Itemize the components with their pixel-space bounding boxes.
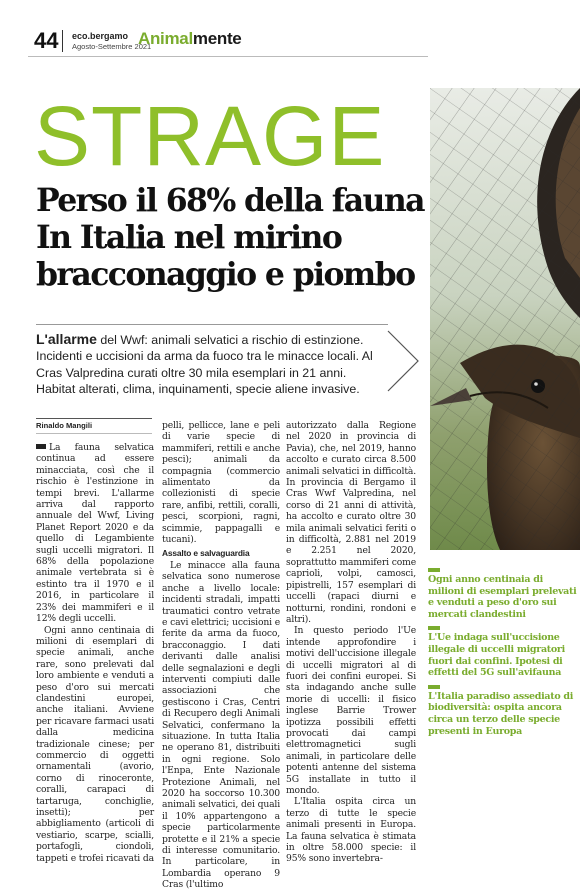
subheading: Assalto e salvaguardia [162,548,250,559]
paragraph [36,442,154,625]
byline: Rinaldo Mangili [36,418,152,434]
highlight-marker-icon [428,568,440,572]
issue-date: Agosto-Settembre 2021 [72,42,152,51]
sidebar-highlights [428,568,578,743]
highlight-marker-icon [428,626,440,630]
article-column-2 [162,420,280,891]
section-title-part2: mente [192,29,242,48]
bird-in-net-illustration [430,88,580,550]
headline-line-2: In Italia nel mirino [36,219,342,256]
publication-name: eco.bergamo [72,31,129,41]
paragraph: In questo periodo l'Ue intende approfondire i motivi dell'uccisione illegale di uccelli migratori al di fuori dei confini europei. Si sta indagando anche sulle morie di uccelli: il fisico inglese Barrie Trower ipotizza possibili effetti provocati dai campi elettromagnetici sugli animali, in particolare delle potenti antenne del sistema 5G installate in tutto il mondo. [286,625,416,796]
article-column-3 [286,420,416,865]
paragraph: L'Italia ospita circa un terzo di tutte le specie animali presenti in Europa. La fauna selvatica è stimata in oltre 58.000 specie: il 95% sono invertebra- [286,796,416,865]
sidebar-item-text: L'Ue indaga sull'uccisione illegale di uccelli migratori fuori dai confini. Ipotesi di effetti del 5G sull'avifauna [428,632,565,679]
sidebar-item-text: Ogni anno centinaia di milioni di esemplari prelevati e venduti a peso d'oro sui mercati clandestini [428,574,577,620]
header-rule [28,56,428,57]
sidebar-item [428,568,578,620]
section-title-part1: Animal [138,29,193,48]
headline-line-3: bracconaggio e piombo [36,256,415,293]
standfirst-lead: L'allarme [36,331,97,347]
bird-photo [430,88,580,550]
headline [36,182,436,293]
paragraph: pelli, pellicce, lane e peli di varie specie di mammiferi, rettili e anche pesci); animali da compagnia (commercio alimentato da collezionisti di specie rare, anfibi, rettili, coralli, pesci, scorpioni, ragni, scimmie, pappagalli e tucani). [162,420,280,546]
page-header [28,28,580,56]
section-title [138,29,241,49]
article-column-1 [36,442,154,864]
header-divider [62,30,63,52]
paragraph: Ogni anno centinaia di milioni di esemplari di specie animali, anche rare, sono prelevati dal loro ambiente e venduti a peso d'oro sui mercati clandestini europei, anche italiani. Avviene per ricavare farmaci usati dalla medicina tradizionale cinese; per commercio di oggetti ornamentali (avorio, corno di rinoceronte, coralli, carapaci di tartaruga, conchiglie, insetti); per abbigliamento (articoli di vestiario, scarpe, scialli, portafogli, ciondoli, tappeti e trofei ricavati da [36,624,154,864]
chevron-right-icon [386,330,420,392]
paragraph-marker-icon [36,444,46,449]
highlight-marker-icon [428,685,440,689]
sidebar-item [428,685,578,737]
paragraph: autorizzato dalla Regione nel 2020 in provincia di Pavia), che, nel 2019, hanno accolto e curato circa 8.500 animali selvatici in difficoltà. In provincia di Bergamo il Cras Wwf Valpredina, nel corso di 21 anni di attività, ha accolto e curato oltre 30 mila animali selvatici feriti o in difficoltà, 2.881 nel 2019 e 2.251 nel 2020, soprattutto mammiferi come caprioli, volpi, camosci, pipistrelli, 157 esemplari di uccelli (rapaci diurni e notturni, rondini, rondoni e altri). [286,420,416,625]
page-number: 44 [34,28,59,53]
sidebar-item-text: L'Italia paradiso assediato di biodiversità: ospita ancora circa un terzo delle specie presenti in Europa [428,690,574,737]
standfirst [36,324,388,398]
kicker-strage: STRAGE [34,89,386,183]
standfirst-text: del Wwf: animali selvatici a rischio di estinzione. Incidenti e uccisioni da arma da fuoco tra le minacce locali. Al Cras Valpredina curati oltre 30 mila esemplari in 21 anni. Habitat alterati, clima, inquinamenti, specie aliene invasive. [36,333,373,397]
headline-line-1: Perso il 68% della fauna [36,182,424,219]
sidebar-item [428,626,578,678]
paragraph-text: La fauna selvatica continua ad essere minacciata, così che il rischio è l'estinzione in tempi brevi. L'allarme arriva dal rapporto annuale del Wwf, Living Planet Report 2020 e da quello di Legambiente sugli uccelli migratori. Il 68% della popolazione animale vertebrata si è estinto tra il 1970 e il 2016, in particolare il 23% dei mammiferi e il 12% degli uccelli. [36,442,154,625]
paragraph: Le minacce alla fauna selvatica sono numerose anche a livello locale: incidenti stradali, impatti traumatici contro vetrate e cavi elettrici; uccisioni e ferite da arma da fuoco, bracconaggio. I dati derivanti dalle analisi delle segnalazioni e degli interventi compiuti dalle associazioni che gestiscono i Cras, Centri di Recupero degli Animali Selvatici, confermano la situazione. In tutta Italia ne operano 81, distribuiti in ogni regione. Solo l'Enpa, Ente Nazionale Protezione Animali, nel 2020 ha soccorso 10.300 animali selvatici, dei quali il 10% appartengono a specie particolarmente protette e il 21% a specie di interesse comunitario. In particolare, in Lombardia operano 9 Cras (l'ultimo [162,559,280,891]
